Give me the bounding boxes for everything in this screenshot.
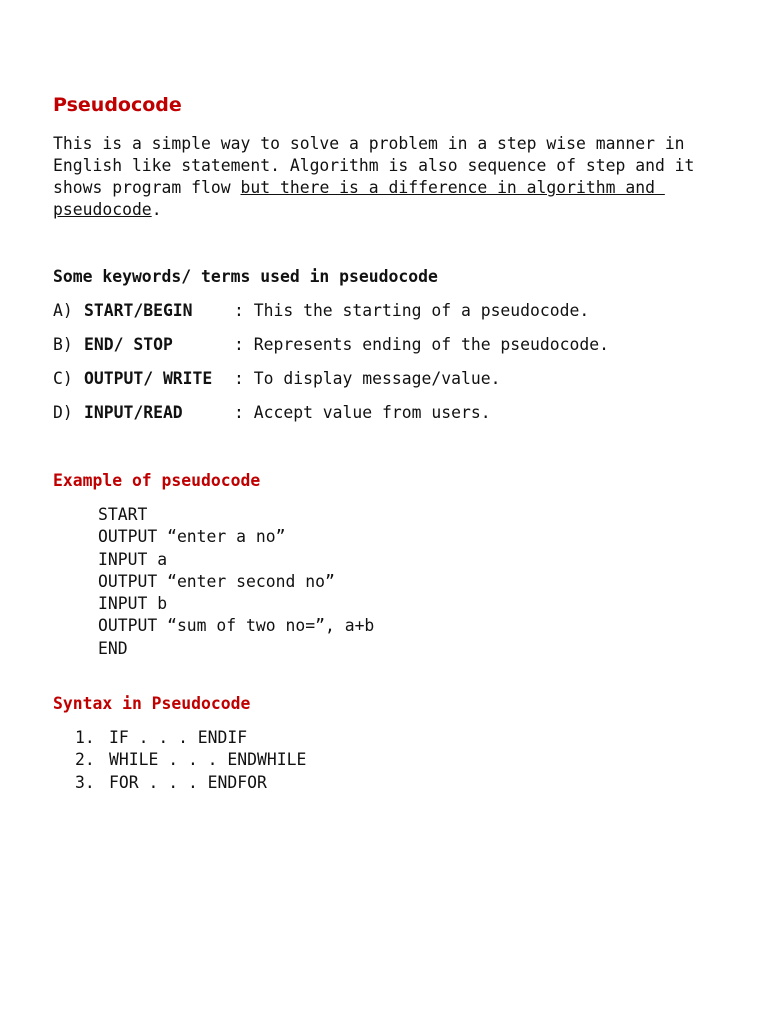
list-number: 2. (75, 750, 95, 770)
syntax-heading: Syntax in Pseudocode (53, 694, 251, 713)
keyword-letter: C) (53, 369, 73, 388)
keyword-term: OUTPUT/ WRITE (84, 369, 213, 388)
list-item (75, 749, 306, 771)
list-text: WHILE . . . ENDWHILE (109, 750, 307, 770)
page-title: Pseudocode (53, 94, 182, 116)
list-number: 1. (75, 728, 95, 747)
intro-paragraph (53, 133, 713, 221)
keyword-term: INPUT/READ (84, 403, 183, 422)
keyword-term: END/ STOP (84, 335, 173, 354)
keyword-desc: : To display message/value. (234, 369, 501, 388)
keyword-letter: B) (53, 335, 73, 354)
code-line: OUTPUT “enter second no” (98, 571, 335, 591)
keyword-row-start (53, 300, 589, 322)
intro-text: This is a simple way to solve a problem in a step wise manner in English like statement. Algorithm is also sequence of step and it shows program flow (53, 134, 705, 197)
code-line: INPUT a (98, 549, 168, 569)
keywords-heading: Some keywords/ terms used in pseudocode (53, 267, 438, 286)
keyword-desc: : Accept value from users. (234, 403, 491, 422)
code-line: END (98, 638, 128, 658)
example-heading: Example of pseudocode (53, 471, 261, 490)
keyword-row-end (53, 334, 609, 356)
keyword-row-output (53, 368, 500, 390)
list-number: 3. (75, 772, 95, 792)
keyword-letter: A) (53, 301, 73, 320)
example-code-block (98, 504, 374, 660)
intro-underlined-text: but there is a difference in algorithm and pseudocode (53, 178, 665, 219)
list-text: IF . . . ENDIF (109, 728, 248, 747)
keyword-desc: : Represents ending of the pseudocode. (234, 335, 609, 354)
list-item (75, 727, 306, 749)
code-line: INPUT b (98, 594, 168, 614)
keyword-row-input (53, 402, 491, 424)
syntax-list (75, 727, 306, 794)
code-line: OUTPUT “sum of two no=”, a+b (98, 616, 375, 636)
code-line: START (98, 505, 148, 524)
intro-text-end: . (151, 200, 162, 219)
keyword-desc: : This the starting of a pseudocode. (234, 301, 590, 320)
list-text: FOR . . . ENDFOR (109, 772, 267, 792)
list-item (75, 772, 306, 794)
code-line: OUTPUT “enter a no” (98, 527, 286, 547)
keyword-letter: D) (53, 403, 73, 422)
keyword-term: START/BEGIN (84, 301, 193, 320)
